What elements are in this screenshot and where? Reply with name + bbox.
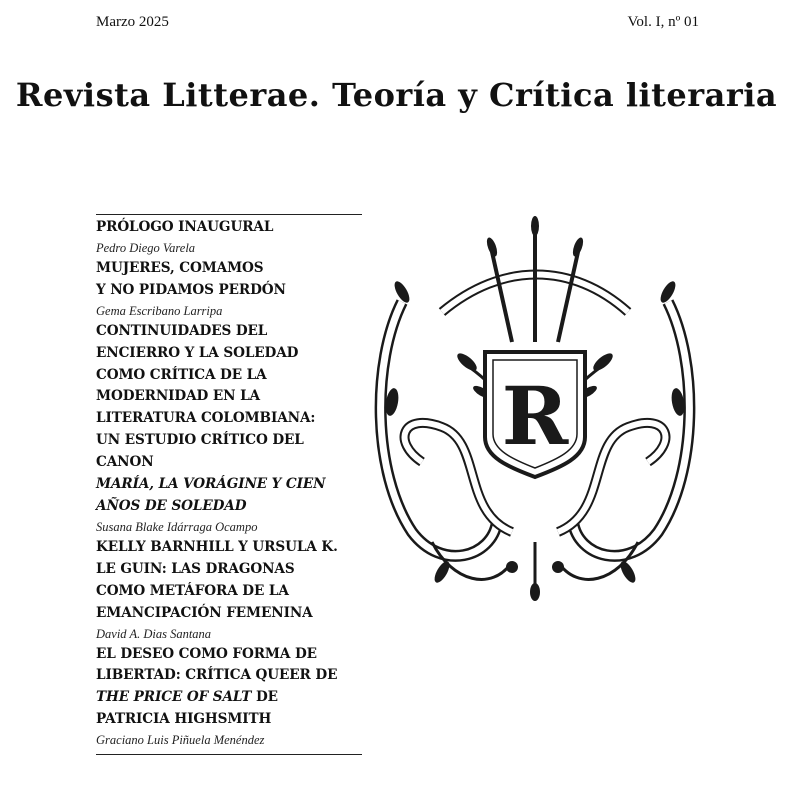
title-line: LITERATURA COLOMBIANA: <box>96 410 316 427</box>
article-title <box>96 537 362 625</box>
title-line: MODERNIDAD EN LA <box>96 388 261 405</box>
toc-entry[interactable] <box>96 537 362 644</box>
title-line: PATRICIA HIGHSMITH <box>96 711 272 728</box>
issue-volume: Vol. I, nº 01 <box>627 14 699 30</box>
article-title <box>96 217 362 239</box>
title-line: MUJERES, COMAMOS <box>96 259 264 276</box>
crest-monogram: R <box>501 369 569 463</box>
ornamental-crest-icon <box>372 212 698 602</box>
article-author: Gema Escribano Larripa <box>96 303 223 318</box>
title-roman-part: DE <box>251 689 278 706</box>
title-line: Y NO PIDAMOS PERDÓN <box>96 281 286 298</box>
title-line: EL DESEO COMO FORMA DE <box>96 645 317 662</box>
title-line: KELLY BARNHILL Y URSULA K. <box>96 538 338 555</box>
title-line: COMO METÁFORA DE LA <box>96 582 289 599</box>
toc-entry[interactable] <box>96 217 362 258</box>
toc-entry[interactable] <box>96 258 362 321</box>
article-author: Graciano Luis Piñuela Menéndez <box>96 733 265 748</box>
title-line: ENCIERRO Y LA SOLEDAD <box>96 344 299 361</box>
article-author: Pedro Diego Varela <box>96 240 196 255</box>
title-line-mixed <box>96 687 362 709</box>
article-title <box>96 258 362 302</box>
title-italic-part: THE PRICE OF SALT <box>96 689 252 706</box>
toc-top-rule <box>96 214 362 215</box>
article-author: David A. Dias Santana <box>96 626 212 641</box>
title-line: CONTINUIDADES DEL <box>96 322 268 339</box>
article-title <box>96 644 362 732</box>
title-line: COMO CRÍTICA DE LA <box>96 366 267 383</box>
title-line-italic: AÑOS DE SOLEDAD <box>96 497 247 514</box>
table-of-contents <box>96 214 362 755</box>
toc-entry[interactable] <box>96 321 362 537</box>
article-author: Susana Blake Idárraga Ocampo <box>96 519 258 534</box>
title-line: UN ESTUDIO CRÍTICO DEL <box>96 432 304 449</box>
title-line: CANON <box>96 454 154 471</box>
journal-title: Revista Litterae. Teoría y Crítica literaria <box>15 76 778 114</box>
toc-entry[interactable] <box>96 644 362 751</box>
issue-date: Marzo 2025 <box>96 14 169 30</box>
title-line-italic: MARÍA, LA VORÁGINE Y CIEN <box>96 476 326 493</box>
article-title <box>96 321 362 518</box>
title-line: PRÓLOGO INAUGURAL <box>96 219 274 235</box>
toc-bottom-rule <box>96 754 362 755</box>
title-line: LE GUIN: LAS DRAGONAS <box>96 560 295 577</box>
title-line: LIBERTAD: CRÍTICA QUEER DE <box>96 667 338 684</box>
title-line: EMANCIPACIÓN FEMENINA <box>96 604 313 621</box>
